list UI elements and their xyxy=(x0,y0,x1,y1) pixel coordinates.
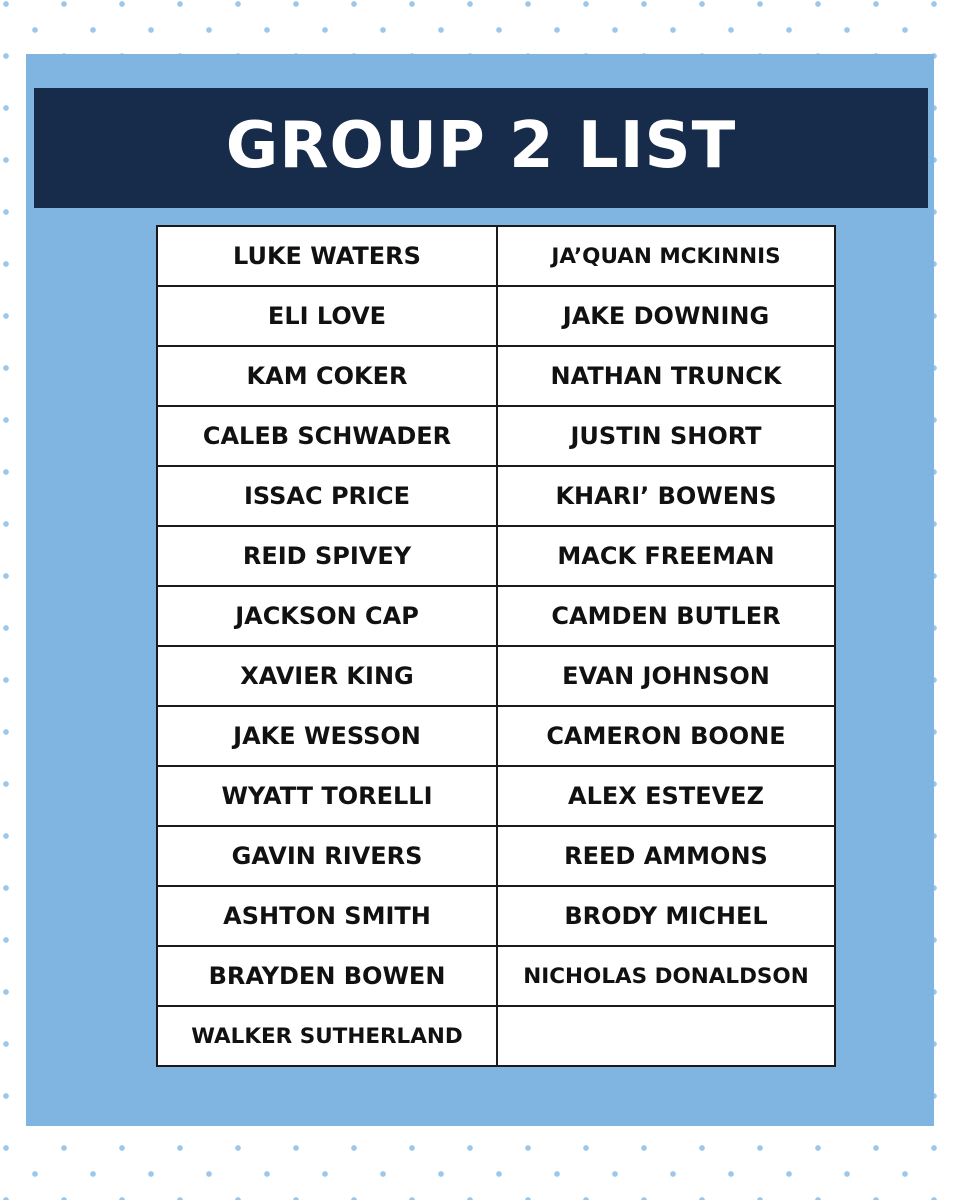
roster-row xyxy=(157,706,835,766)
roster-row xyxy=(157,346,835,406)
roster-name-left: KAM COKER xyxy=(157,346,497,406)
roster-row xyxy=(157,1006,835,1066)
roster-name-right: MACK FREEMAN xyxy=(497,526,835,586)
roster-row xyxy=(157,766,835,826)
roster-name-right: NATHAN TRUNCK xyxy=(497,346,835,406)
roster-name-left: GAVIN RIVERS xyxy=(157,826,497,886)
roster-name-left: WYATT TORELLI xyxy=(157,766,497,826)
page-title: GROUP 2 LIST xyxy=(225,109,737,183)
roster-name-right: ALEX ESTEVEZ xyxy=(497,766,835,826)
roster-name-right: NICHOLAS DONALDSON xyxy=(497,946,835,1006)
roster-name-right: REED AMMONS xyxy=(497,826,835,886)
roster-name-left: REID SPIVEY xyxy=(157,526,497,586)
roster-name-left: ELI LOVE xyxy=(157,286,497,346)
roster-name-right: CAMDEN BUTLER xyxy=(497,586,835,646)
roster-name-right: KHARI’ BOWENS xyxy=(497,466,835,526)
roster-row xyxy=(157,826,835,886)
roster-name-left: XAVIER KING xyxy=(157,646,497,706)
roster-name-right: EVAN JOHNSON xyxy=(497,646,835,706)
roster-row xyxy=(157,886,835,946)
roster-name-left: CALEB SCHWADER xyxy=(157,406,497,466)
title-banner xyxy=(34,88,928,208)
roster-row xyxy=(157,286,835,346)
roster-row xyxy=(157,406,835,466)
roster-name-right xyxy=(497,1006,835,1066)
roster-table xyxy=(156,225,836,1067)
roster-row xyxy=(157,226,835,286)
roster-name-left: LUKE WATERS xyxy=(157,226,497,286)
roster-name-left: JAKE WESSON xyxy=(157,706,497,766)
roster-name-left: JACKSON CAP xyxy=(157,586,497,646)
roster-name-left: WALKER SUTHERLAND xyxy=(157,1006,497,1066)
roster-name-right: CAMERON BOONE xyxy=(497,706,835,766)
roster-row xyxy=(157,526,835,586)
roster-name-right: JUSTIN SHORT xyxy=(497,406,835,466)
roster-name-left: ISSAC PRICE xyxy=(157,466,497,526)
roster-name-right: JA’QUAN MCKINNIS xyxy=(497,226,835,286)
roster-name-right: BRODY MICHEL xyxy=(497,886,835,946)
roster-name-left: ASHTON SMITH xyxy=(157,886,497,946)
roster-row xyxy=(157,946,835,1006)
roster-name-right: JAKE DOWNING xyxy=(497,286,835,346)
roster-row xyxy=(157,466,835,526)
roster-row xyxy=(157,586,835,646)
roster-row xyxy=(157,646,835,706)
roster-name-left: BRAYDEN BOWEN xyxy=(157,946,497,1006)
roster-table-body xyxy=(157,226,835,1066)
